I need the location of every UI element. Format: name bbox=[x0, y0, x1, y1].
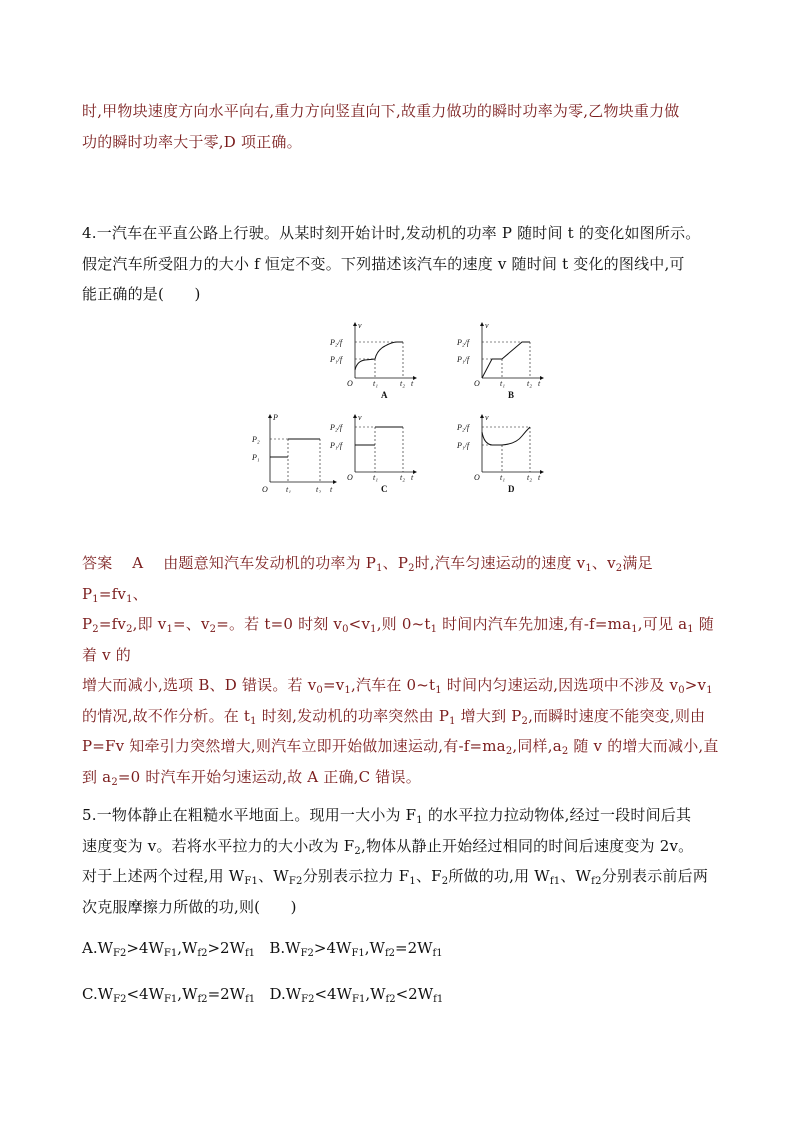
t: 、P bbox=[382, 554, 409, 572]
answer-label: 答案 bbox=[82, 554, 113, 572]
axis-label-t: t bbox=[411, 379, 414, 388]
question-4-figure bbox=[250, 318, 550, 493]
t: =fv bbox=[98, 615, 127, 633]
s: 1 bbox=[416, 815, 423, 826]
t: =2W bbox=[207, 985, 246, 1003]
axis-label-v: v bbox=[358, 413, 362, 422]
text-line: 次克服摩擦力所做的功,则( ) bbox=[82, 897, 297, 916]
s: F1 bbox=[163, 948, 178, 959]
s: F1 bbox=[163, 994, 178, 1005]
prev-answer-paragraph bbox=[82, 96, 722, 157]
t: 、W bbox=[258, 867, 289, 885]
label-p2f: P₂/f bbox=[330, 423, 343, 432]
option-label-c: C bbox=[381, 484, 388, 493]
t: 随 v 的增大而减小,直 bbox=[568, 737, 719, 755]
label-p2f: P₂/f bbox=[457, 423, 470, 432]
origin-label: O bbox=[347, 473, 353, 482]
t: 到 a bbox=[82, 767, 112, 786]
t: =0 时汽车开始匀速运动,故 A 正确,C 错误。 bbox=[117, 767, 421, 786]
axis-label-p: P bbox=[273, 413, 278, 422]
text-line bbox=[82, 800, 722, 831]
t: =v bbox=[322, 676, 345, 694]
t: 时刻,发动机的功率突然由 P bbox=[256, 706, 450, 725]
s: 2 bbox=[521, 715, 529, 727]
t: 、 bbox=[132, 584, 148, 603]
t: <4W bbox=[126, 985, 164, 1003]
curve-b bbox=[482, 342, 530, 378]
option-label-b: B bbox=[508, 390, 515, 400]
curve-a bbox=[355, 342, 403, 370]
axis-label-t: t bbox=[411, 473, 414, 482]
label-p1f: P₁/f bbox=[330, 355, 343, 364]
axis-label-v: v bbox=[358, 321, 362, 330]
tick-t2: t₂ bbox=[527, 473, 533, 482]
t: >v bbox=[684, 676, 707, 694]
s: 1 bbox=[687, 624, 694, 635]
text-line: 时,甲物块速度方向水平向右,重力方向竖直向下,故重力做功的瞬时功率为零,乙物块重力做 bbox=[82, 102, 680, 120]
s: F1 bbox=[352, 994, 366, 1005]
label-p1f: P₁/f bbox=[457, 355, 470, 364]
s: F1 bbox=[244, 876, 259, 887]
tick-t1: t₁ bbox=[500, 473, 506, 482]
t: 、v bbox=[591, 554, 616, 572]
s: 1 bbox=[449, 715, 456, 727]
t: 5.一物体静止在粗糙水平地面上。现用一大小为 F bbox=[82, 806, 417, 824]
s: 1 bbox=[430, 624, 438, 635]
origin-label: O bbox=[347, 379, 353, 388]
t: ,W bbox=[364, 939, 385, 957]
t: ,W bbox=[177, 939, 198, 957]
t: =、v bbox=[173, 615, 210, 633]
text-line: 假定汽车所受阻力的大小 f 恒定不变。下列描述该汽车的速度 v 随时间 t 变化的图线中,可 bbox=[82, 254, 685, 273]
s: 1 bbox=[435, 685, 442, 696]
s: 2 bbox=[92, 624, 99, 635]
axis-label-t: t bbox=[538, 379, 541, 388]
s: f2 bbox=[385, 994, 396, 1005]
s: F2 bbox=[288, 876, 303, 887]
label-p1f: P₁/f bbox=[330, 441, 343, 450]
text-line bbox=[82, 670, 722, 701]
t: 由题意知汽车发动机的功率为 P bbox=[163, 554, 377, 572]
t: >4W bbox=[126, 939, 164, 957]
text-line bbox=[82, 831, 722, 862]
t: >4W bbox=[313, 939, 352, 957]
s: 2 bbox=[408, 563, 415, 574]
t: 分别表示拉力 F bbox=[302, 867, 410, 885]
s: 2 bbox=[111, 776, 118, 788]
s: F1 bbox=[351, 948, 365, 959]
text-line bbox=[82, 609, 722, 670]
axis-label-v: v bbox=[485, 321, 489, 330]
graph-a bbox=[329, 321, 415, 400]
t: ,而瞬时速度不能突变,则由 bbox=[528, 706, 706, 725]
s: f2 bbox=[197, 948, 208, 959]
s: 1 bbox=[706, 685, 713, 696]
t: 时间内汽车先加速,有-f=ma bbox=[437, 615, 632, 633]
t: 的情况,故不作分析。在 t bbox=[82, 706, 251, 725]
s: F2 bbox=[300, 948, 314, 959]
tick-t2: t₂ bbox=[400, 473, 406, 482]
label-p2f: P₂/f bbox=[457, 338, 470, 347]
s: f1 bbox=[244, 948, 256, 959]
option-label-d: D bbox=[508, 484, 515, 493]
tick-t2: t₂ bbox=[527, 379, 533, 388]
s: 1 bbox=[126, 593, 133, 605]
text-line bbox=[82, 731, 722, 762]
text-line bbox=[82, 548, 722, 609]
t: <4W bbox=[314, 985, 353, 1003]
s: F2 bbox=[301, 994, 315, 1005]
text-line: 功的瞬时功率大于零,D 项正确。 bbox=[82, 132, 302, 151]
t: =fv bbox=[98, 584, 127, 603]
origin-label: O bbox=[262, 485, 268, 493]
option-c[interactable] bbox=[82, 985, 255, 1003]
t: P bbox=[82, 615, 93, 633]
t: <v bbox=[348, 615, 371, 633]
t: ,W bbox=[365, 985, 386, 1003]
graph-b bbox=[456, 321, 542, 400]
option-d[interactable] bbox=[269, 985, 443, 1003]
s: 2 bbox=[615, 563, 623, 574]
text-line: 能正确的是( ) bbox=[82, 285, 201, 303]
s: 1 bbox=[250, 715, 257, 727]
s: f1 bbox=[549, 876, 561, 887]
s: f1 bbox=[245, 994, 256, 1005]
axis-label-v: v bbox=[485, 413, 489, 422]
graph-power bbox=[251, 413, 335, 493]
graph-d bbox=[456, 413, 542, 493]
s: 0 bbox=[342, 624, 349, 635]
text-line bbox=[82, 701, 722, 732]
tick-t1: t₁ bbox=[373, 473, 379, 482]
t: 所做的功,用 W bbox=[448, 867, 550, 885]
s: F2 bbox=[113, 948, 127, 959]
options-row-2 bbox=[82, 983, 443, 1005]
origin-label: O bbox=[474, 473, 480, 482]
s: 0 bbox=[316, 685, 323, 696]
t: A.W bbox=[82, 939, 114, 957]
t: 满足 P bbox=[82, 554, 653, 603]
s: F2 bbox=[113, 994, 127, 1005]
s: 2 bbox=[561, 746, 569, 757]
question-5 bbox=[82, 800, 722, 922]
tick-t1: t₁ bbox=[286, 485, 292, 493]
t: P=Fv 知牵引力突然增大,则汽车立即开始做加速运动,有-f=ma bbox=[82, 737, 506, 755]
label-p1f: P₁/f bbox=[457, 441, 470, 450]
origin-label: O bbox=[474, 379, 480, 388]
axis-label-t: t bbox=[538, 473, 541, 482]
t: ,同样,a bbox=[512, 737, 562, 755]
t: =2W bbox=[395, 939, 433, 957]
s: 2 bbox=[354, 845, 361, 857]
option-b[interactable] bbox=[269, 939, 442, 957]
t: 随着 v 的 bbox=[82, 615, 715, 664]
s: 2 bbox=[441, 876, 449, 887]
text-line bbox=[82, 861, 722, 892]
t: D.W bbox=[269, 985, 302, 1003]
t: 的水平拉力拉动物体,经过一段时间后其 bbox=[422, 806, 692, 824]
t: <2W bbox=[395, 985, 434, 1003]
text-line bbox=[82, 762, 722, 793]
graph-set-svg bbox=[250, 318, 550, 493]
s: f2 bbox=[384, 948, 396, 959]
t: B.W bbox=[269, 939, 301, 957]
s: 2 bbox=[126, 624, 133, 635]
t: ,物体从静止开始经过相同的时间后速度变为 2v。 bbox=[360, 836, 694, 855]
t: ,则 0~t bbox=[376, 615, 431, 633]
label-p2f: P₂/f bbox=[330, 338, 343, 347]
label-p2: P₂ bbox=[252, 435, 260, 444]
graph-c bbox=[329, 413, 415, 493]
curve-d bbox=[482, 427, 530, 445]
t: 增大到 P bbox=[455, 706, 522, 725]
s: 1 bbox=[585, 563, 592, 574]
s: f1 bbox=[433, 994, 444, 1005]
s: 1 bbox=[631, 624, 638, 635]
t: ,即 v bbox=[132, 615, 167, 633]
t: 速度变为 v。若将水平拉力的大小改为 F bbox=[82, 836, 355, 855]
question-4 bbox=[82, 218, 722, 310]
s: 2 bbox=[505, 746, 513, 757]
s: 1 bbox=[370, 624, 377, 635]
t: >2W bbox=[207, 939, 245, 957]
answer-4 bbox=[82, 548, 722, 792]
t: ,W bbox=[177, 985, 198, 1003]
s: 1 bbox=[92, 593, 99, 605]
label-p1: P₁ bbox=[252, 453, 260, 462]
tick-t1: t₁ bbox=[500, 379, 506, 388]
t: ,汽车在 0~t bbox=[350, 676, 436, 694]
s: 0 bbox=[678, 685, 685, 696]
answer-choice: A bbox=[132, 554, 144, 572]
option-a[interactable] bbox=[82, 939, 255, 957]
s: 1 bbox=[166, 624, 173, 635]
options-row-1 bbox=[82, 937, 443, 959]
t: 增大而减小,选项 B、D 错误。若 v bbox=[82, 676, 317, 694]
s: f1 bbox=[432, 948, 443, 959]
t: 对于上述两个过程,用 W bbox=[82, 867, 245, 885]
s: f2 bbox=[197, 994, 208, 1005]
s: 2 bbox=[209, 624, 217, 635]
tick-t1: t₁ bbox=[373, 379, 379, 388]
option-label-a: A bbox=[381, 390, 388, 400]
s: 1 bbox=[409, 876, 416, 887]
tick-t2: t₂ bbox=[316, 485, 322, 493]
t: 时间内匀速运动,因选项中不涉及 v bbox=[441, 676, 679, 694]
tick-t2: t₂ bbox=[400, 379, 406, 388]
s: f2 bbox=[591, 876, 602, 887]
t: 、W bbox=[560, 867, 592, 885]
s: 1 bbox=[376, 563, 383, 574]
t: =。若 t=0 时刻 v bbox=[216, 615, 343, 633]
text-line: 4.一汽车在平直公路上行驶。从某时刻开始计时,发动机的功率 P 随时间 t 的变化如图所示。 bbox=[82, 224, 701, 242]
s: 1 bbox=[344, 685, 351, 696]
t: ,可见 a bbox=[637, 615, 688, 633]
t: 、F bbox=[415, 867, 442, 885]
t: 时,汽车匀速运动的速度 v bbox=[414, 554, 586, 572]
t: 分别表示前后两 bbox=[601, 867, 709, 885]
t: C.W bbox=[82, 985, 114, 1003]
axis-label-t: t bbox=[330, 485, 333, 493]
